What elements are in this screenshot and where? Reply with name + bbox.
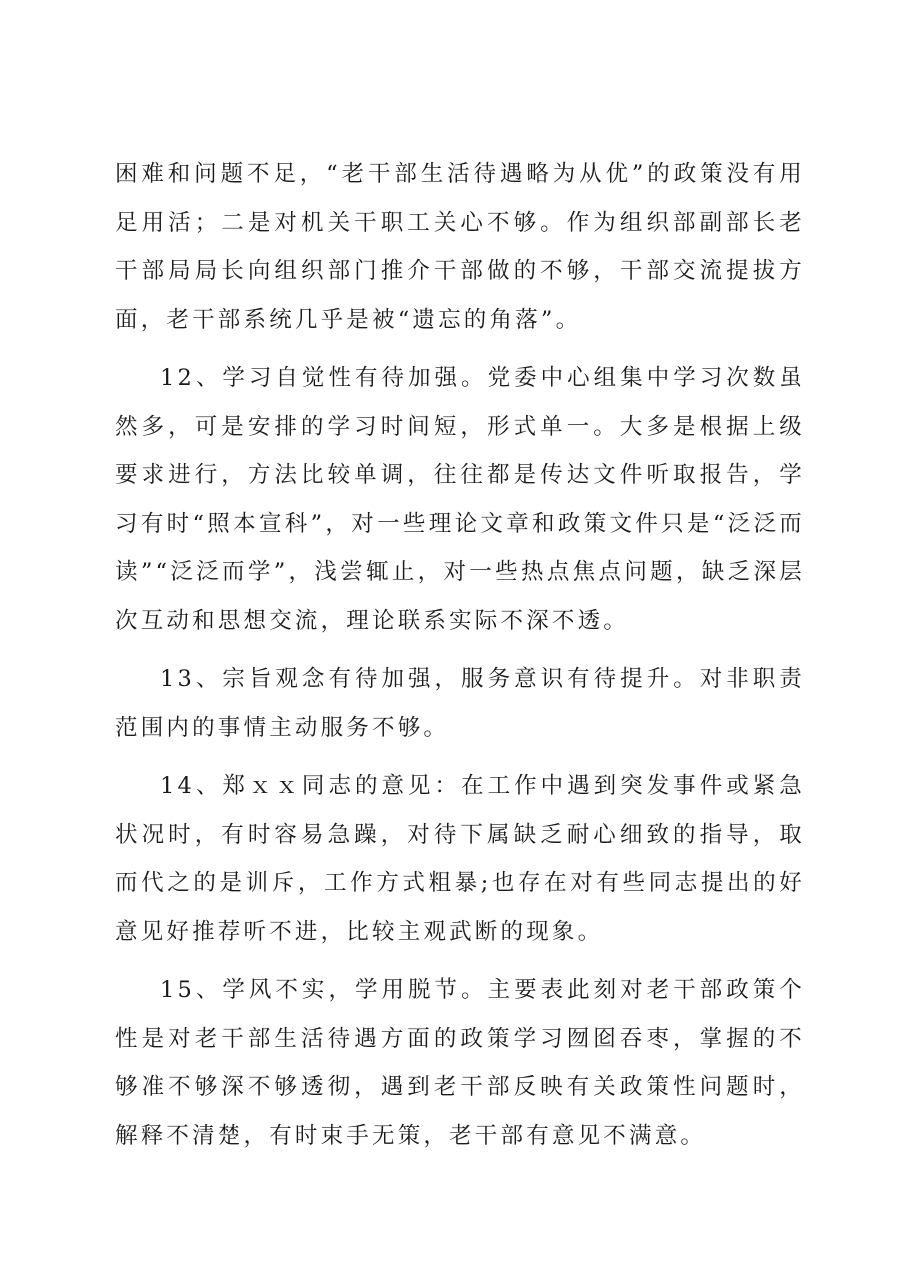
document-body (115, 150, 805, 1160)
paragraph-continuation: 困难和问题不足，“老干部生活待遇略为从优”的政策没有用足用活；二是对机关干职工关心不够。作为组织部副部长老干部局局长向组织部门推介干部做的不够，干部交流提拔方面，老干部系统几乎是被“遗忘的角落”。 (115, 161, 805, 333)
paragraph-item-14: 14、郑ｘｘ同志的意见：在工作中遇到突发事件或紧急状况时，有时容易急躁，对待下属缺乏耐心细致的指导，取而代之的是训斥，工作方式粗暴;也存在对有些同志提出的好意见好推荐听不进，比较主观武断的现象。 (115, 773, 805, 945)
paragraph-item-15: 15、学风不实，学用脱节。主要表此刻对老干部政策个性是对老干部生活待遇方面的政策学习囫囵吞枣，掌握的不够准不够深不够透彻，遇到老干部反映有关政策性问题时，解释不清楚，有时束手无策，老干部有意见不满意。 (115, 977, 805, 1149)
paragraph-item-13: 13、宗旨观念有待加强，服务意识有待提升。对非职责范围内的事情主动服务不够。 (115, 666, 805, 741)
paragraph-item-12: 12、学习自觉性有待加强。党委中心组集中学习次数虽然多，可是安排的学习时间短，形式单一。大多是根据上级要求进行，方法比较单调，往往都是传达文件听取报告，学习有时“照本宣科”，对一些理论文章和政策文件只是“泛泛而读”“泛泛而学”，浅尝辄止，对一些热点焦点问题，缺乏深层次互动和思想交流，理论联系实际不深不透。 (115, 365, 805, 634)
